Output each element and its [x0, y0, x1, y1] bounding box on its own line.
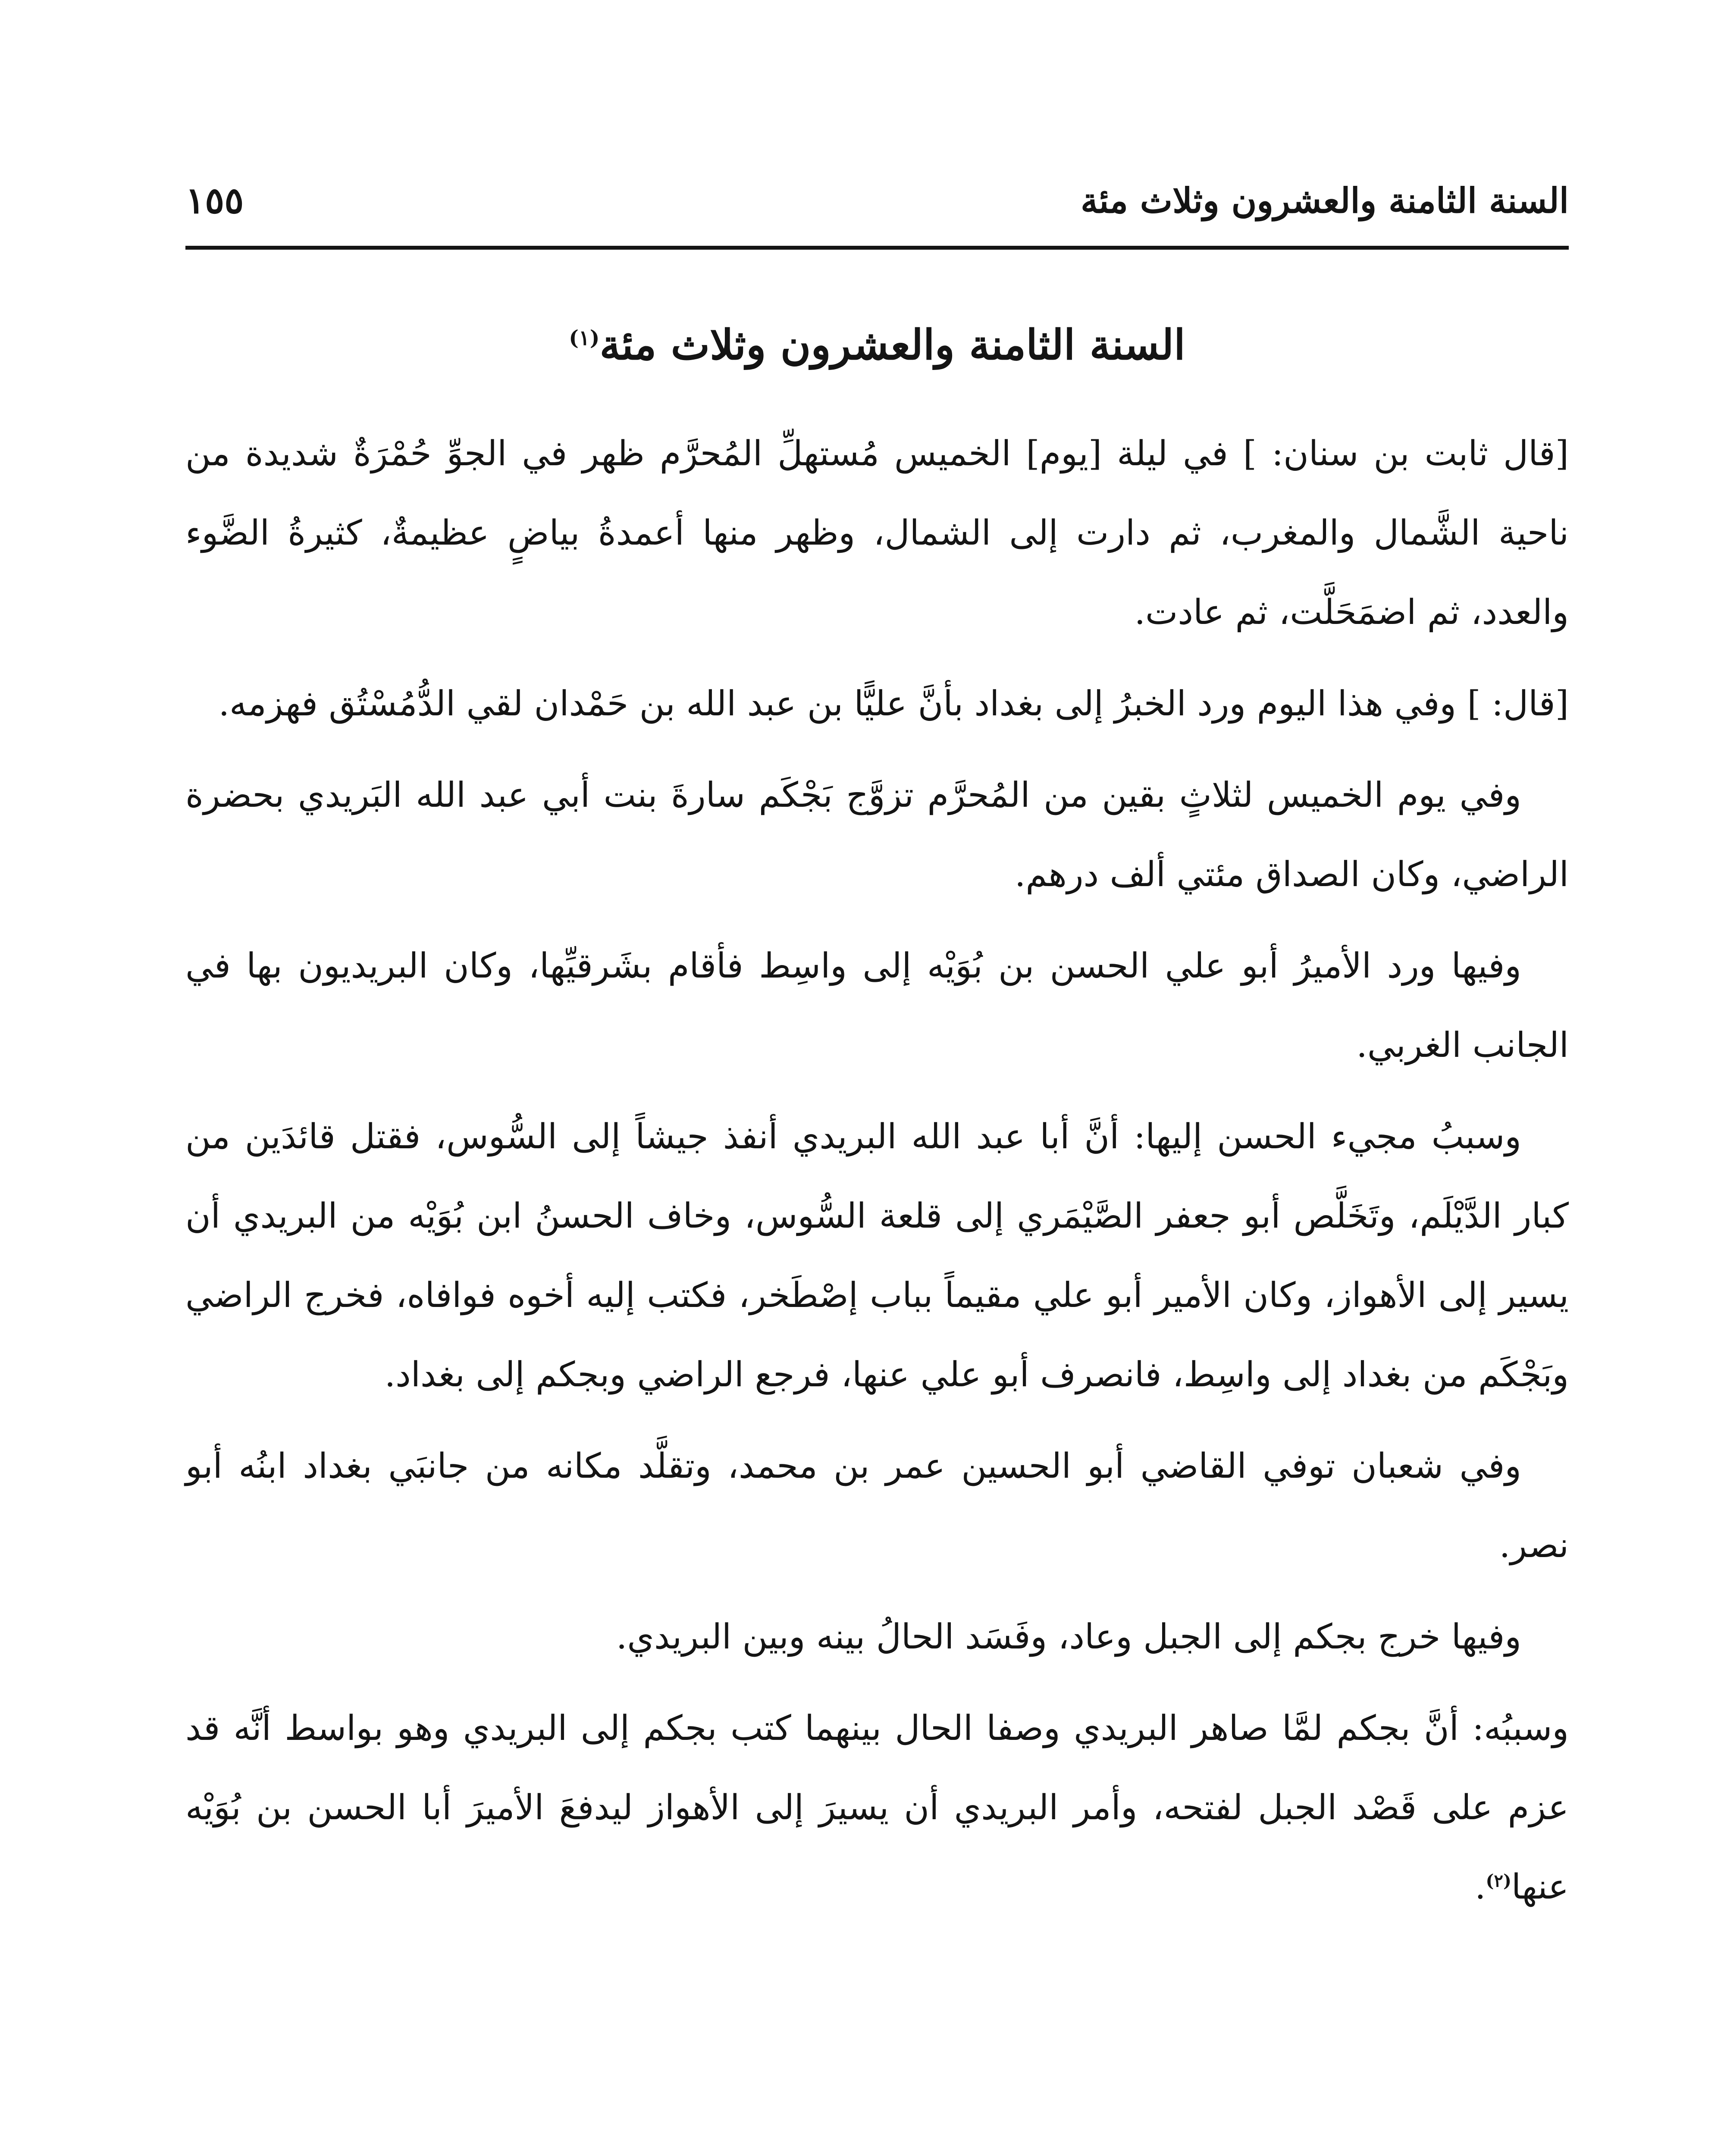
paragraph: [قال ثابت بن سنان: ] في ليلة [يوم] الخميس مُستهلِّ المُحرَّم ظهر في الجوِّ حُمْرَةٌ شديدة من ناحية الشَّمال والمغرب، ثم دارت إلى الشمال، وظهر منها أعمدةُ بياضٍ عظيمةٌ، كثيرةُ الضَّوء والعدد، ثم اضمَحَلَّت، ثم عادت.: [185, 433, 1569, 632]
paragraph: وسببُه: أنَّ بجكم لمَّا صاهر البريدي وصفا الحال بينهما كتب بجكم إلى البريدي وهو بواسط أنَّه قد عزم على قَصْد الجبل لفتحه، وأمر البريدي أن يسيرَ إلى الأهواز ليدفعَ الأميرَ أبا الحسن بن بُوَيْه عنها$^{(٢)}$.: [185, 1708, 1569, 1907]
paragraph: وفيها ورد الأميرُ أبو علي الحسن بن بُوَيْه إلى واسِط فأقام بشَرقيِّها، وكان البريديون بها في الجانب الغربي.: [185, 946, 1569, 1065]
running-header: [185, 168, 1569, 233]
page-number: ١٥٥: [185, 179, 244, 222]
paragraph: وسببُ مجيء الحسن إليها: أنَّ أبا عبد الله البريدي أنفذ جيشاً إلى السُّوس، فقتل قائدَين من كبار الدَّيْلَم، وتَخَلَّص أبو جعفر الصَّيْمَري إلى قلعة السُّوس، وخاف الحسنُ ابن بُوَيْه من البريدي أن يسير إلى الأهواز، وكان الأمير أبو علي مقيماً بباب إصْطَخر، فكتب إليه أخوه فوافاه، فخرج الراضي وبَجْكَم من بغداد إلى واسِط، فانصرف أبو علي عنها، فرجع الراضي وبجكم إلى بغداد.: [185, 1116, 1569, 1395]
chapter-title: السنة الثامنة والعشرون وثلاث مئة: [599, 320, 1185, 369]
chapter-heading: [185, 302, 1569, 388]
paragraph: [قال: ] وفي هذا اليوم ورد الخبرُ إلى بغداد بأنَّ عليًّا بن عبد الله بن حَمْدان لقي الدُّمُسْتُق فهزمه.: [218, 683, 1569, 724]
running-title: السنة الثامنة والعشرون وثلاث مئة: [1081, 180, 1569, 221]
paragraph: وفي يوم الخميس لثلاثٍ بقين من المُحرَّم تزوَّج بَجْكَم سارةَ بنت أبي عبد الله البَريدي بحضرة الراضي، وكان الصداق مئتي ألف درهم.: [185, 775, 1569, 894]
paragraph: وفي شعبان توفي القاضي أبو الحسين عمر بن محمد، وتقلَّد مكانه من جانبَي بغداد ابنُه أبو نصر.: [185, 1446, 1569, 1565]
body-text: [185, 414, 1569, 1939]
header-rule: [185, 246, 1569, 250]
paragraph: وفيها خرج بجكم إلى الجبل وعاد، وفَسَد الحالُ بينه وبين البريدي.: [616, 1617, 1521, 1657]
last-paragraph-text: وسببُه: أنَّ بجكم لمَّا صاهر البريدي وصفا الحال بينهما كتب بجكم إلى البريدي وهو بواسط أنَّه قد عزم على قَصْد الجبل لفتحه، وأمر البريدي أن يسيرَ إلى الأهواز ليدفعَ الأميرَ أبا الحسن بن بُوَيْه عنها: [185, 1708, 1569, 1907]
chapter-footnote-ref: (١): [569, 326, 600, 350]
footnote-ref: (٢): [1486, 1871, 1511, 1891]
